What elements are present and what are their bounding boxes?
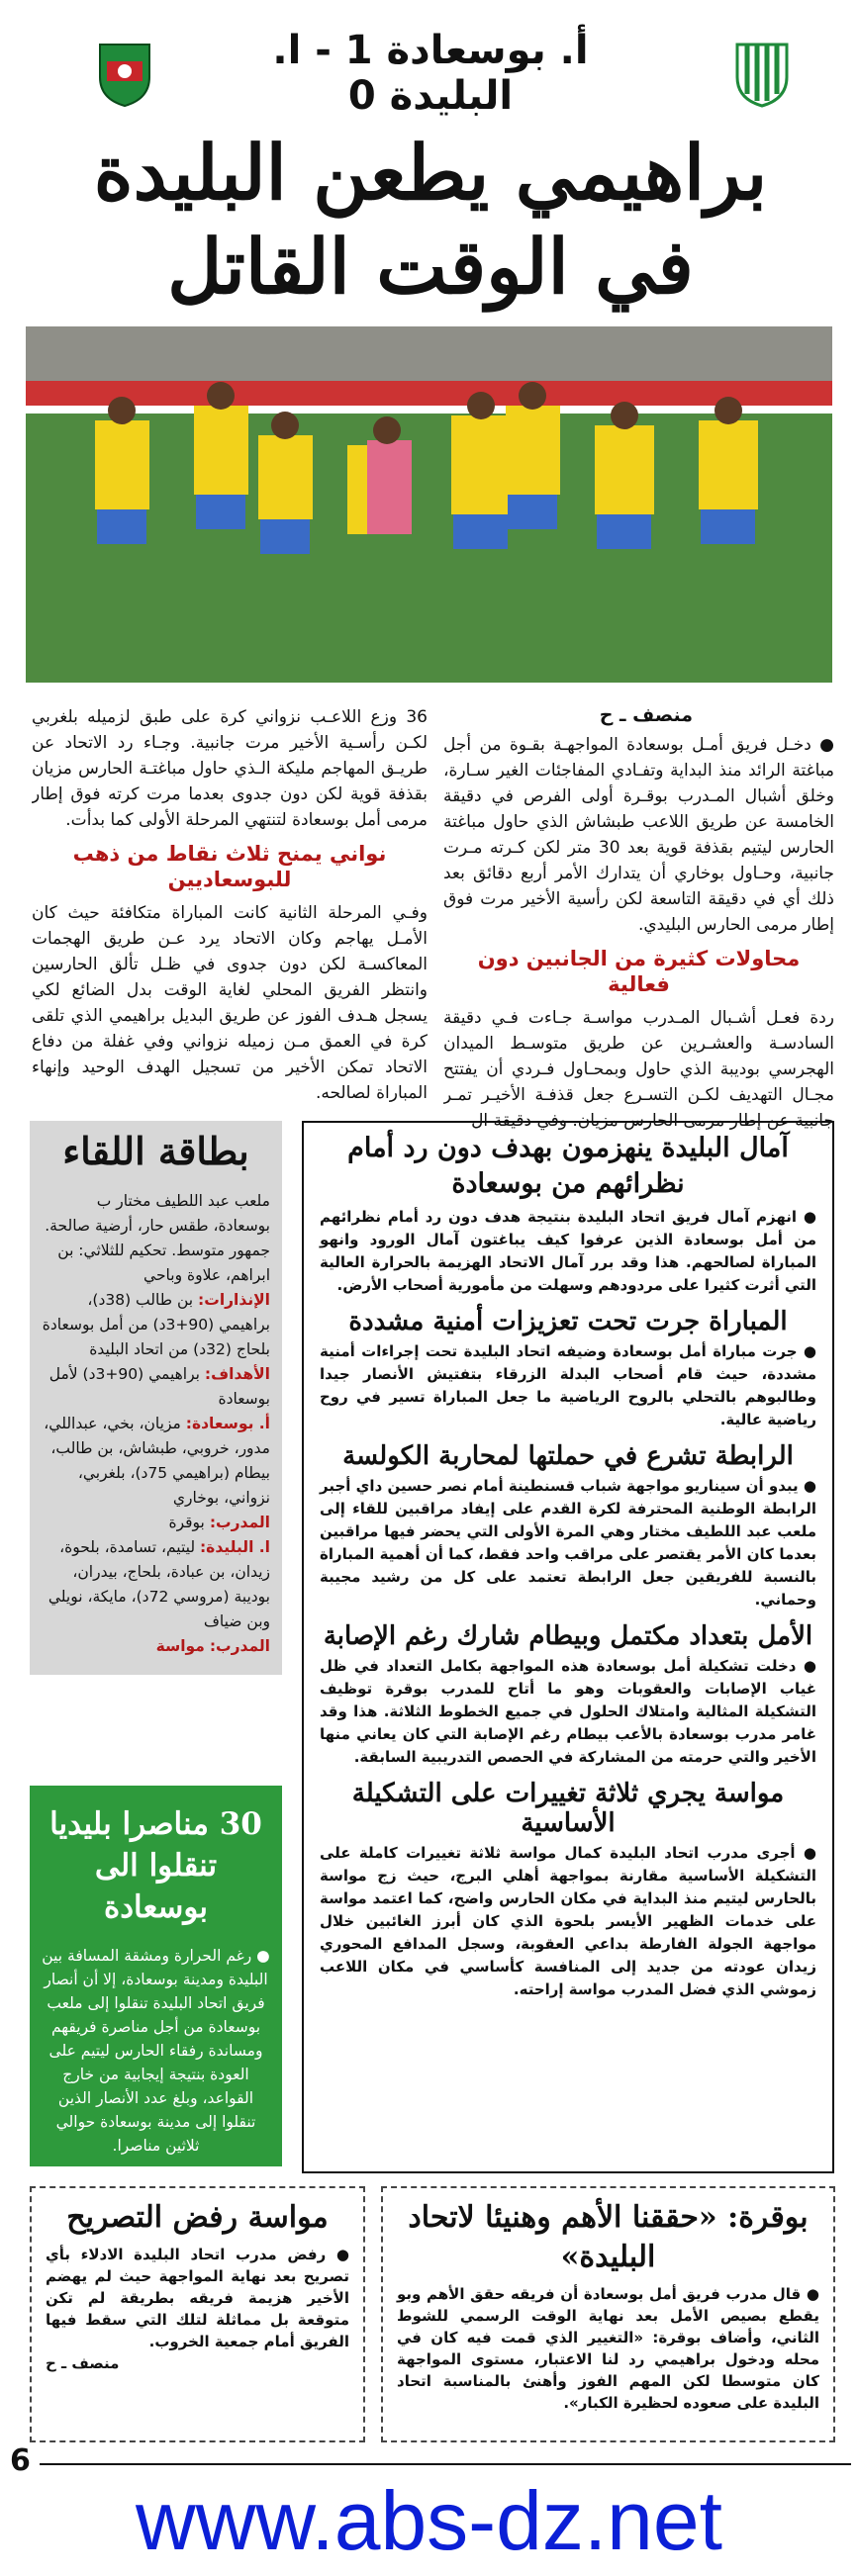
card-goals: براهيمي (90+3د) لأمل بوسعادة (48, 1365, 270, 1408)
match-photo (26, 326, 832, 683)
fans-box-title: 30 مناصرا بليديا تنقلوا الى بوسعادة (49, 1806, 262, 1925)
coach-bouguerra-body: ● قال مدرب فريق أمل بوسعادة أن فريقه حقق الأهم وبو يقطع بصيص الأمل بعد نهاية الوقت الرسمي للشوط الثاني، وأضاف بوقرة: «التغيير الذي قمت فيه كان في محله ودخول براهيمي رد لنا الاعتبار، مستوى المواجهة كان متوسطا لكن المهم الفوز وأهنئ بالمناسبة اتحاد البليدة على صعوده لحظيرة الكبار». (397, 2285, 819, 2412)
coach-moussa-body: ● رفض مدرب اتحاد البليدة الادلاء بأي تصريح بعد نهاية المواجهة حيث لم يهضم الأخير هزيمة فريقه بطريقة لم تكن متوقعة بل مماثلة لتلك التي سقط فيها الفريق أمام جمعية الخروب. (46, 2246, 349, 2350)
card-team2-label: ا. البليدة: (199, 1538, 270, 1556)
article-subhead: نواني يمنح ثلاث نقاط من ذهب للبوسعاديين (72, 842, 387, 891)
notes-section-body: ● يبدو أن سيناريو مواجهة شباب قسنطينة أمام نصر حسين داي أجبر الرابطة الوطنية المحترفة لكرة القدم على إيفاد مراقبين للقاء إلى ملعب عبد اللطيف مختار وهي المرة الأولى التي يحضر فيها مراقبين بعدما كان الأمر يقتصر على مراقب واحد فقط، كما أن أهمية المباراة بالنسبة للفريقين جعل الرابطة تعتمد على كل من رشيد مجيبة وحماني. (320, 1477, 816, 1609)
notes-section-body: ● انهزم آمال فريق اتحاد البليدة بنتيجة هدف دون رد أمام نظرائهم من أمل بوسعادة الذين عرفوا كيف يباغتون آمال الورود وانهو المباراة لصالحهم. هذا وقد برر آمال الاتحاد الهزيمة بالحرارة العالية التي أثرت كثيرا على مردودهم وسهلت من مأمورية أصحاب الأرض. (320, 1208, 816, 1294)
notes-section-title: الرابطة تشرع في حملتها لمحاربة الكولسة (342, 1441, 794, 1471)
match-card (30, 1121, 282, 1675)
page-number: 6 (10, 2443, 31, 2478)
card-team1: مزيان، بخي، عبداللي، مدور، خروبي، طبشاش، بن طالب، بيطام (براهيمي 75د)، بلغربي، نزواني، بوخاري (44, 1415, 270, 1507)
card-goals-label: الأهداف: (204, 1365, 270, 1383)
match-card-title: بطاقة اللقاء (62, 1129, 249, 1173)
abs-crest-icon (732, 40, 792, 109)
fans-box (30, 1786, 282, 2166)
article-byline: منصف ـ ح (599, 704, 693, 726)
card-coach1: بوقرة (168, 1514, 205, 1531)
coach-moussa-title: مواسة رفض التصريح (66, 2200, 329, 2235)
notes-section-title: الأمل بتعداد مكتمل وبيطام شارك رغم الإصابة (323, 1621, 813, 1651)
headline-line-1: براهيمي يطعن البليدة (93, 129, 768, 217)
article-paragraph: ردة فعـل أشـبال المـدرب مواسـة جـاءت فـي دقيقة السادسـة والعشـرين عن طريق متوسـط الميدان الهجرسي بوديبة الذي حاول وبمحـاول فـردي أن يفتتح مجـال التهديف لكـن التسـرع جعل قذفـة الأخيـر تمـر جانبية عن إطار مرمى الحارس مزيان. وفي دقيقة ال (443, 1008, 834, 1131)
notes-section-title: آمال البليدة ينهزمون بهدف دون رد أمام نظرائهم من بوسعادة (347, 1133, 789, 1199)
notes-section-body: ● أجرى مدرب اتحاد البليدة كمال مواسة ثلاثة تغييرات كاملة على التشكيلة الأساسية مقارنة بمواجهة أهلي البرج، حيث زج مواسة بالحارس ليتيم منذ البداية في مكان الحارس واضح، كما اعتمد مواسة على خدمات الظهير الأيسر بلحوة الذي كان أبرز الغائبين خلال مواجهة الجولة الفارطة بداعي العقوبة، وسجل المدافع المحوري زيدان عودته من جديد إلى المنافسة كأساسي في مكان اللاعب زموشي الذي فضل المدرب مواسة إراحته. (320, 1844, 816, 1998)
footer-rule (40, 2463, 851, 2465)
card-team1-label: أ. بوسعادة: (185, 1415, 270, 1432)
coach-bouguerra-box (381, 2186, 835, 2442)
notes-section-body: ● جرت مباراة أمل بوسعادة وضيفه اتحاد البليدة تحت إجراءات أمنية مشددة، حيث قام أصحاب البدلة الزرقاء بتفتيش الأنصار جيدا وطالبوهم بالتحلي بالروح الرياضية ما جعل المباراة تسير في روح رياضية عالية. (320, 1342, 816, 1428)
card-warnings: بن طالب (38د)، براهيمي (90+3د) من أمل بوسعادة بلحاج (32د) من اتحاد البليدة (42, 1291, 270, 1358)
notes-section-title: المباراة جرت تحت تعزيزات أمنية مشددة (348, 1307, 788, 1336)
card-stadium: ملعب عبد اللطيف مختار ب بوسعادة، طقس حار، أرضية صالحة. جمهور متوسط. تحكيم للثلاثي: بن ابراهم، علاوة وباحي (45, 1192, 270, 1284)
fans-box-body: ● رغم الحرارة ومشقة المسافة بين البليدة ومدينة بوسعادة، إلا أن أنصار فريق اتحاد البليدة تنقلوا إلى ملعب بوسعادة من أجل مناصرة فريقهم ومساندة رفقاء الحارس ليتيم على العودة بنتيجة إيجابية من خارج القواعد، وبلغ عدد الأنصار الذين تنقلوا إلى مدينة بوسعادة حوالي ثلاثين مناصرا. (42, 1947, 270, 2155)
notes-box (302, 1121, 834, 2173)
coach-bouguerra-title: بوقرة: «حققنا الأهم وهنيئا لاتحاد البليدة» (408, 2200, 809, 2274)
coach-moussa-box (30, 2186, 365, 2442)
card-team2: ليتيم، تسامدة، بلحوة، زيدان، بن عبادة، بلحاج، بيدران، بوديبة (مروسي 72د)، مايكة، نويلي وبن ضياف (48, 1538, 270, 1630)
notes-section-body: ● دخلت تشكيلة أمل بوسعادة هذه المواجهة بكامل التعداد في ظل غياب الإصابات والعقوبات وهو ما أتاح للمدرب بوقرة توظيف التشكيلة المثالية وامتلاك الحلول في جميع الخطوط الثلاثة. هذا وقد غامر مدرب بوسعادة بالأعب بيطام رغم الإصابة التي كان يعاني منها الأخير والتي حرمته من المشاركة في الحصص التدريبية السابقة. (320, 1657, 816, 1766)
card-coach2: مواسة (155, 1637, 205, 1655)
card-warnings-label: الإنذارات: (198, 1291, 270, 1309)
card-coach1-label: المدرب: (209, 1514, 270, 1531)
match-score: أ. بوسعادة 1 - ا. البليدة 0 (272, 28, 589, 119)
article-subhead: محاولات كثيرة من الجانبين دون فعالية (477, 947, 801, 996)
article-paragraph: 36 وزع اللاعـب نزواني كرة على طبق لزميله بلغربي لكـن رأسـية الأخير مرت جانبية. وجـاء رد الاتحاد عن طريـق المهاجم مليكة الـذي حاول مباغتـة الحارس مزيان بقذفة قوية لكن دون جدوى بعدما مرت كرته فوق إطار مرمى أمل بوسعادة لتنتهي المرحلة الأولى كما بدأت. (32, 707, 428, 830)
site-url-link[interactable]: www.abs-dz.net (136, 2474, 722, 2567)
article-paragraph: ● دخـل فريق أمـل بوسعادة المواجهـة بقـوة من أجل مباغتة الرائد منذ البداية وتفـادي المفاجئات الغير سـارة، وخلق أشبال المـدرب بوقـرة أولى الفرص في دقيقة الخامسة عن طريق اللاعب طبشاش الذي حاول مباغتة الحارس ليتيم بقذفة قوية بعد 30 متر لكن كـرته مـرت جانبية، وحـاول بوخاري أن يتدارك الأمر أربع دقائق بعد ذلك أي في دقيقة التاسعة لكن رأسية الأخير مرت فوق إطار مرمى الحارس البليدي. (443, 735, 834, 935)
usmb-crest-icon (95, 40, 154, 109)
coach-moussa-byline: منصف ـ ح (46, 2354, 120, 2372)
card-coach2-label: المدرب: (209, 1637, 270, 1655)
headline-line-2: في الوقت القاتل (167, 223, 694, 311)
article-paragraph: وفـي المرحلة الثانية كانت المباراة متكافئة حيث كان الأمـل يهاجم وكان الاتحاد يرد عـن طريق الهجمات المعاكسـة لكن دون جدوى في ظـل تألق الحارسين وانتظر الفريق المحلي لغاية الوقت بدل الضائع لكي يسجل هـدف الفوز عن طريق البديل براهيمي الذي تلقى كرة في العمق مـن زميله نزواني وفي غفلة من دفاع الاتحاد تمكن الأخير من تسجيل الهدف الوحيد وإنهاء المباراة لصالحه. (32, 903, 428, 1103)
notes-section-title: مواسة يجري ثلاثة تغييرات على التشكيلة الأساسية (351, 1779, 785, 1838)
